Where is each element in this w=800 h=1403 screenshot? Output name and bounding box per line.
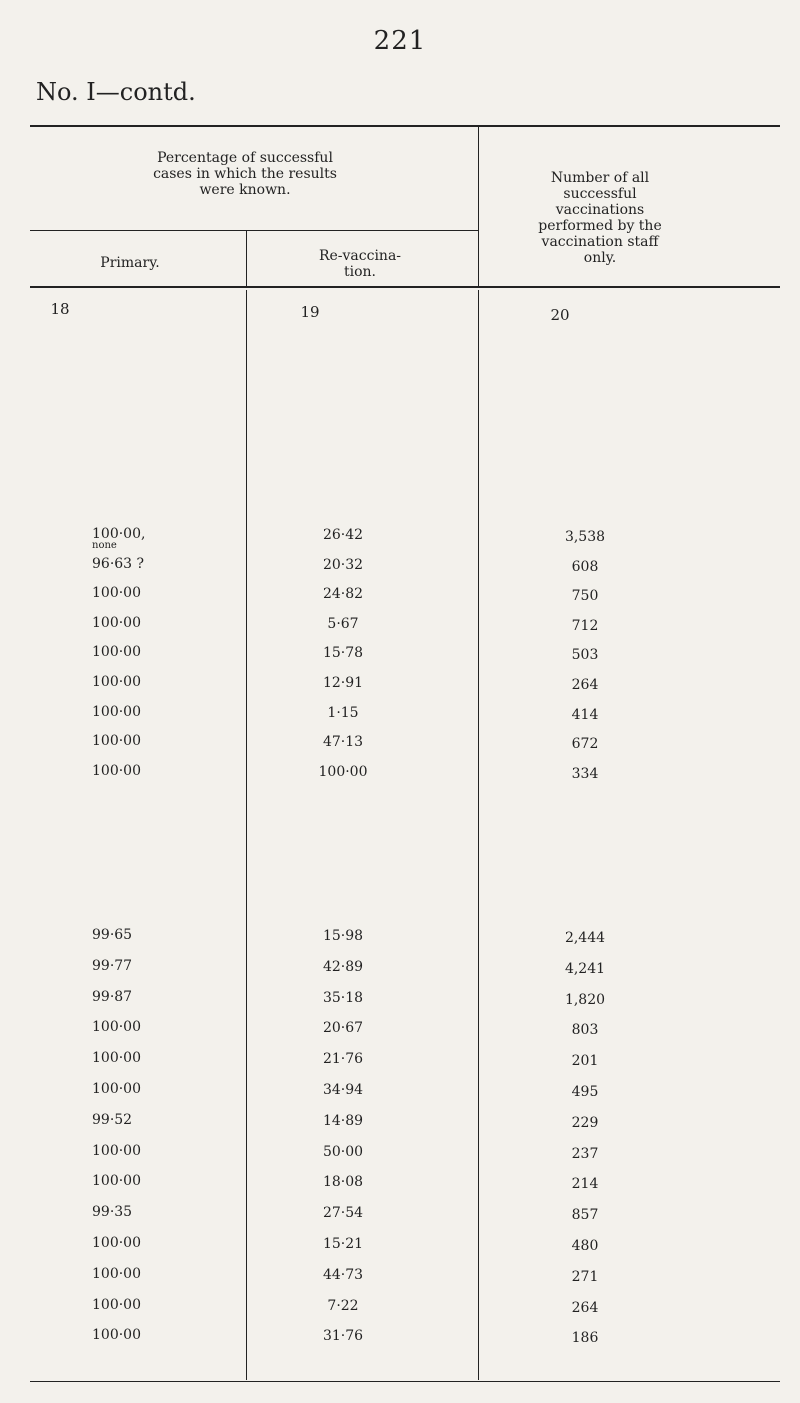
number-cell: 271 <box>571 1268 599 1285</box>
revaccination-cell: 20·67 <box>322 1020 364 1037</box>
number-cell: 495 <box>571 1084 599 1100</box>
revaccination-header: Re-vaccina- tion. <box>318 248 402 280</box>
revaccination-cell: 21·76 <box>322 1051 364 1068</box>
number-cell: 264 <box>571 1299 599 1316</box>
primary-cell <box>92 615 182 631</box>
revaccination-cell: 12·91 <box>322 675 364 691</box>
primary-cell <box>92 958 182 974</box>
primary-value: 100·00 <box>92 703 141 720</box>
revaccination-cell: 50·00 <box>322 1143 364 1160</box>
primary-value: 100·00 <box>92 644 141 661</box>
primary-cell <box>92 704 182 720</box>
header-divider-2 <box>478 127 479 286</box>
number-cell: 672 <box>571 736 599 753</box>
number-cell: 214 <box>571 1176 599 1193</box>
primary-value: 100·00 <box>92 585 141 602</box>
primary-value: 100·00 <box>92 614 141 631</box>
number-cell: 334 <box>571 765 599 782</box>
number-cell: 480 <box>571 1238 599 1254</box>
primary-cell <box>92 1297 182 1313</box>
bottom-rule <box>30 1381 780 1382</box>
primary-value: 99·77 <box>92 957 133 974</box>
revaccination-cell: 1·15 <box>327 704 359 721</box>
primary-value: 100·00 <box>92 1296 141 1313</box>
body-divider-1 <box>246 290 247 1380</box>
primary-value: 96·63 ? <box>92 555 145 572</box>
number-cell: 414 <box>571 706 599 723</box>
primary-cell <box>92 644 182 660</box>
revaccination-cell: 20·32 <box>322 556 364 573</box>
revaccination-cell: 5·67 <box>327 615 359 632</box>
primary-cell <box>92 1112 182 1128</box>
revaccination-cell: 44·73 <box>322 1266 364 1283</box>
col-number-18: 18 <box>50 300 70 318</box>
primary-cell <box>92 556 182 572</box>
primary-cell <box>92 1204 182 1220</box>
primary-cell <box>92 1143 182 1159</box>
primary-value: 100·00 <box>92 762 141 779</box>
primary-value: 100·00 <box>92 1142 141 1159</box>
primary-cell <box>92 927 182 943</box>
number-cell: 237 <box>571 1145 599 1162</box>
primary-value: 100·00 <box>92 1327 141 1344</box>
revaccination-cell: 15·78 <box>322 645 364 662</box>
body-divider-2 <box>478 290 479 1380</box>
primary-cell <box>92 1173 182 1189</box>
revaccination-cell: 34·94 <box>322 1082 364 1098</box>
revaccination-cell: 26·42 <box>322 527 364 543</box>
number-cell: 201 <box>571 1053 599 1070</box>
primary-cell <box>92 1327 182 1343</box>
primary-value: 99·65 <box>92 927 133 943</box>
number-cell: 229 <box>571 1114 599 1131</box>
primary-cell <box>92 674 182 690</box>
primary-cell <box>92 733 182 749</box>
primary-value: 100·00 <box>92 1019 141 1036</box>
revaccination-cell: 14·89 <box>322 1112 364 1129</box>
number-cell: 2,444 <box>564 930 606 946</box>
number-cell: 4,241 <box>564 960 606 977</box>
group-header-underline <box>30 230 478 231</box>
group-header: Percentage of successful cases in which the results were known. <box>153 150 337 198</box>
primary-cell <box>92 989 182 1005</box>
primary-value: 100·00 <box>92 1081 141 1097</box>
primary-cell <box>92 763 182 779</box>
number-cell: 803 <box>571 1022 599 1039</box>
primary-value: 99·87 <box>92 988 133 1005</box>
revaccination-cell: 18·08 <box>322 1174 364 1191</box>
continued-label: No. I—contd. <box>36 78 196 106</box>
revaccination-cell: 15·21 <box>322 1236 364 1252</box>
primary-value: 99·52 <box>92 1111 133 1128</box>
header-bottom-rule <box>30 286 780 288</box>
number-cell: 503 <box>571 647 599 664</box>
number-cell: 186 <box>571 1330 599 1347</box>
col-number-19: 19 <box>300 303 320 321</box>
revaccination-cell: 47·13 <box>322 734 364 751</box>
primary-value: 100·00 <box>92 1265 141 1282</box>
number-cell: 712 <box>571 617 599 634</box>
number-cell: 3,538 <box>564 529 606 545</box>
number-cell: 1,820 <box>564 991 606 1008</box>
number-cell: 857 <box>571 1207 599 1224</box>
number-header: Number of all successful vaccinations performed by the vaccination staff only. <box>538 170 662 266</box>
primary-cell <box>92 1050 182 1066</box>
number-cell: 264 <box>571 677 599 693</box>
primary-cell <box>92 1266 182 1282</box>
primary-value: 100·00 <box>92 1050 141 1067</box>
primary-cell <box>92 585 182 601</box>
primary-cell <box>92 1019 182 1035</box>
revaccination-cell: 31·76 <box>322 1328 364 1345</box>
primary-value: 100·00, <box>92 526 146 542</box>
primary-header: Primary. <box>100 255 160 271</box>
revaccination-cell: 15·98 <box>322 928 364 944</box>
revaccination-cell: 35·18 <box>322 989 364 1006</box>
primary-note: none <box>92 540 117 551</box>
top-rule <box>30 125 780 127</box>
primary-value: 100·00 <box>92 733 141 750</box>
revaccination-cell: 27·54 <box>322 1205 364 1222</box>
primary-value: 100·00 <box>92 1235 141 1251</box>
primary-cell <box>92 526 182 551</box>
revaccination-cell: 7·22 <box>327 1297 359 1314</box>
primary-value: 100·00 <box>92 1173 141 1190</box>
number-cell: 608 <box>571 558 599 575</box>
primary-cell <box>92 1235 182 1251</box>
page-number: 221 <box>373 26 427 56</box>
primary-cell <box>92 1081 182 1097</box>
revaccination-cell: 42·89 <box>322 958 364 975</box>
primary-value: 100·00 <box>92 674 141 690</box>
primary-value: 99·35 <box>92 1204 133 1221</box>
header-divider-1 <box>246 230 247 286</box>
revaccination-cell: 100·00 <box>318 763 368 780</box>
col-number-20: 20 <box>550 306 570 324</box>
revaccination-cell: 24·82 <box>322 586 364 603</box>
number-cell: 750 <box>571 588 599 605</box>
